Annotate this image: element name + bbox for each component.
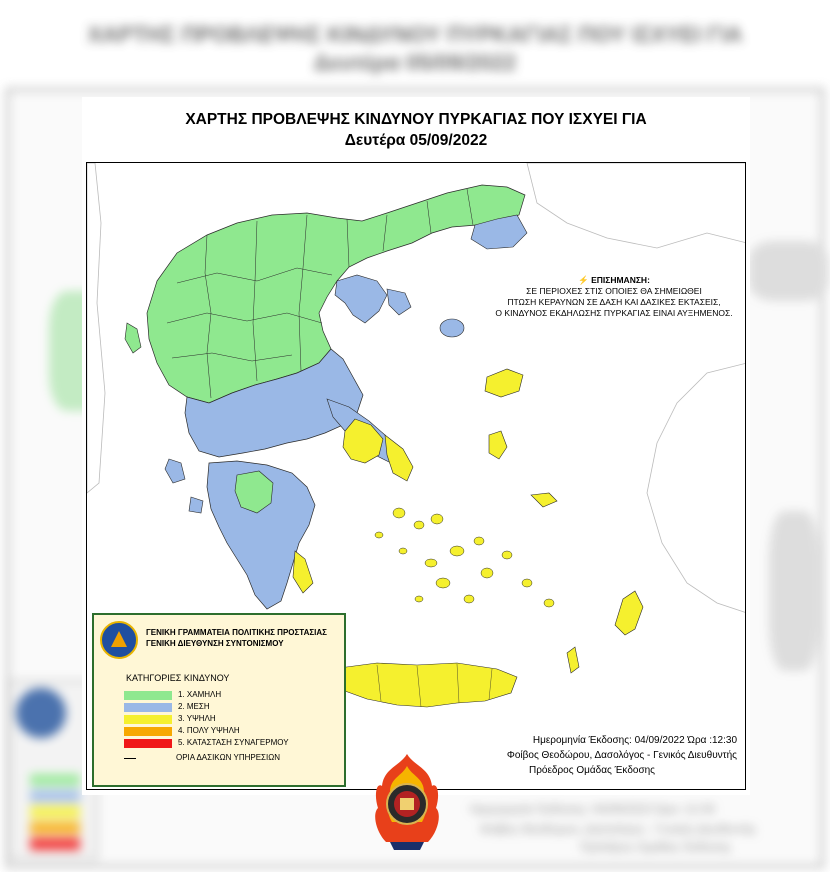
legend-label: 4. ΠΟΛΥ ΥΨΗΛΗ [178, 726, 240, 735]
org-line2: ΓΕΝΙΚΗ ΔΙΕΥΘΥΝΣΗ ΣΥΝΤΟΝΙΣΜΟΥ [146, 639, 284, 648]
background-land [769, 511, 819, 671]
background-swatch [30, 774, 80, 786]
background-logo [16, 688, 66, 738]
neighbor-coastline-north [527, 163, 746, 248]
issue-info [447, 733, 737, 778]
neighbor-coastline-west [87, 163, 105, 493]
background-issue-author: Φοίβος Θεοδώρου, Δασολόγος - Γενικός Διευθυντής [480, 822, 757, 836]
civil-protection-logo [100, 621, 138, 659]
island-zakynthos [189, 497, 203, 513]
legend-label: 2. ΜΕΣΗ [178, 702, 210, 711]
background-title-line1: ΧΑΡΤΗΣ ΠΡΟΒΛΕΨΗΣ ΚΙΝΔΥΝΟΥ ΠΥΡΚΑΓΙΑΣ ΠΟΥ ΙΣΧΥΕΙ ΓΙΑ [87, 22, 743, 47]
legend-swatch [124, 703, 172, 712]
legend-swatch [124, 739, 172, 748]
island-lesvos [485, 369, 523, 397]
island-kefalonia [165, 459, 185, 483]
map-title-line2: Δευτέρα 05/09/2022 [344, 132, 488, 149]
notice-heading-text: ΕΠΙΣΗΜΑΝΣΗ: [591, 275, 650, 285]
lightning-icon: ⚡ [578, 275, 589, 285]
notice-heading [479, 275, 746, 286]
legend-box [92, 613, 346, 787]
island-rhodes [615, 591, 643, 635]
legend-swatch [124, 691, 172, 700]
legend-swatch [124, 727, 172, 736]
island-samos [531, 493, 557, 507]
background-swatch [30, 822, 80, 834]
turkey-coastline [647, 363, 746, 613]
island-corfu [125, 323, 141, 353]
background-title-line2: Δευτέρα 05/09/2022 [313, 50, 517, 75]
background-issue-date: Ημερομηνία Έκδοσης: 04/09/2022 Ώρα :12:30 [470, 802, 715, 816]
notice-line: ΣΕ ΠΕΡΙΟΧΕΣ ΣΤΙΣ ΟΠΟΙΕΣ ΘΑ ΣΗΜΕΙΩΘΕΙ [526, 286, 702, 296]
categories-title: ΚΑΤΗΓΟΡΙΕΣ ΚΙΝΔΥΝΟΥ [126, 673, 230, 683]
org-line1: ΓΕΝΙΚΗ ΓΡΑΜΜΑΤΕΙΑ ΠΟΛΙΤΙΚΗΣ ΠΡΟΣΤΑΣΙΑΣ [146, 628, 327, 637]
island-chios [489, 431, 507, 459]
issue-date: Ημερομηνία Έκδοσης: 04/09/2022 Ώρα :12:30 [532, 735, 737, 746]
boundary-line-icon [124, 758, 136, 759]
background-swatch [30, 806, 80, 818]
island-crete [335, 663, 517, 707]
background-swatch [30, 838, 80, 850]
region-euboea-south [385, 435, 413, 481]
map-title-line1: ΧΑΡΤΗΣ ΠΡΟΒΛΕΨΗΣ ΚΙΝΔΥΝΟΥ ΠΥΡΚΑΓΙΑΣ ΠΟΥ ΙΣΧΥΕΙ ΓΙΑ [185, 111, 647, 128]
region-chalkidiki [335, 275, 387, 323]
notice-line: ΠΤΩΣΗ ΚΕΡΑΥΝΩΝ ΣΕ ΔΑΣΗ ΚΑΙ ΔΑΣΙΚΕΣ ΕΚΤΑΣΕΙΣ, [507, 297, 721, 307]
legend-label: 1. ΧΑΜΗΛΗ [178, 690, 222, 699]
lightning-notice [479, 275, 746, 319]
background-land [749, 241, 829, 301]
forecast-card [82, 97, 750, 795]
legend-label: 5. ΚΑΤΑΣΤΑΣΗ ΣΥΝΑΓΕΡΜΟΥ [178, 738, 289, 747]
region-laconia-coast [293, 551, 313, 593]
islands-cyclades [375, 508, 554, 607]
map-frame [86, 162, 746, 790]
issue-role: Πρόεδρος Ομάδας Έκδοσης [528, 765, 655, 776]
civil-protection-triangle-icon [111, 631, 127, 647]
legend-swatch [124, 715, 172, 724]
boundary-label: ΟΡΙΑ ΔΑΣΙΚΩΝ ΥΠΗΡΕΣΙΩΝ [176, 753, 280, 762]
island-karpathos [567, 647, 579, 673]
notice-line: Ο ΚΙΝΔΥΝΟΣ ΕΚΔΗΛΩΣΗΣ ΠΥΡΚΑΓΙΑΣ ΕΙΝΑΙ ΑΥΞΗΜΕΝΟΣ. [495, 308, 733, 318]
fire-service-badge-icon [372, 752, 442, 852]
legend-label: 3. ΥΨΗΛΗ [178, 714, 216, 723]
background-swatch [30, 790, 80, 802]
island-lemnos [440, 319, 464, 337]
issue-author: Φοίβος Θεοδώρου, Δασολόγος - Γενικός Διευθυντής [506, 750, 737, 761]
region-athos [387, 289, 411, 315]
background-issue-role: Πρόεδρος Ομάδας Έκδοσης [580, 840, 732, 854]
